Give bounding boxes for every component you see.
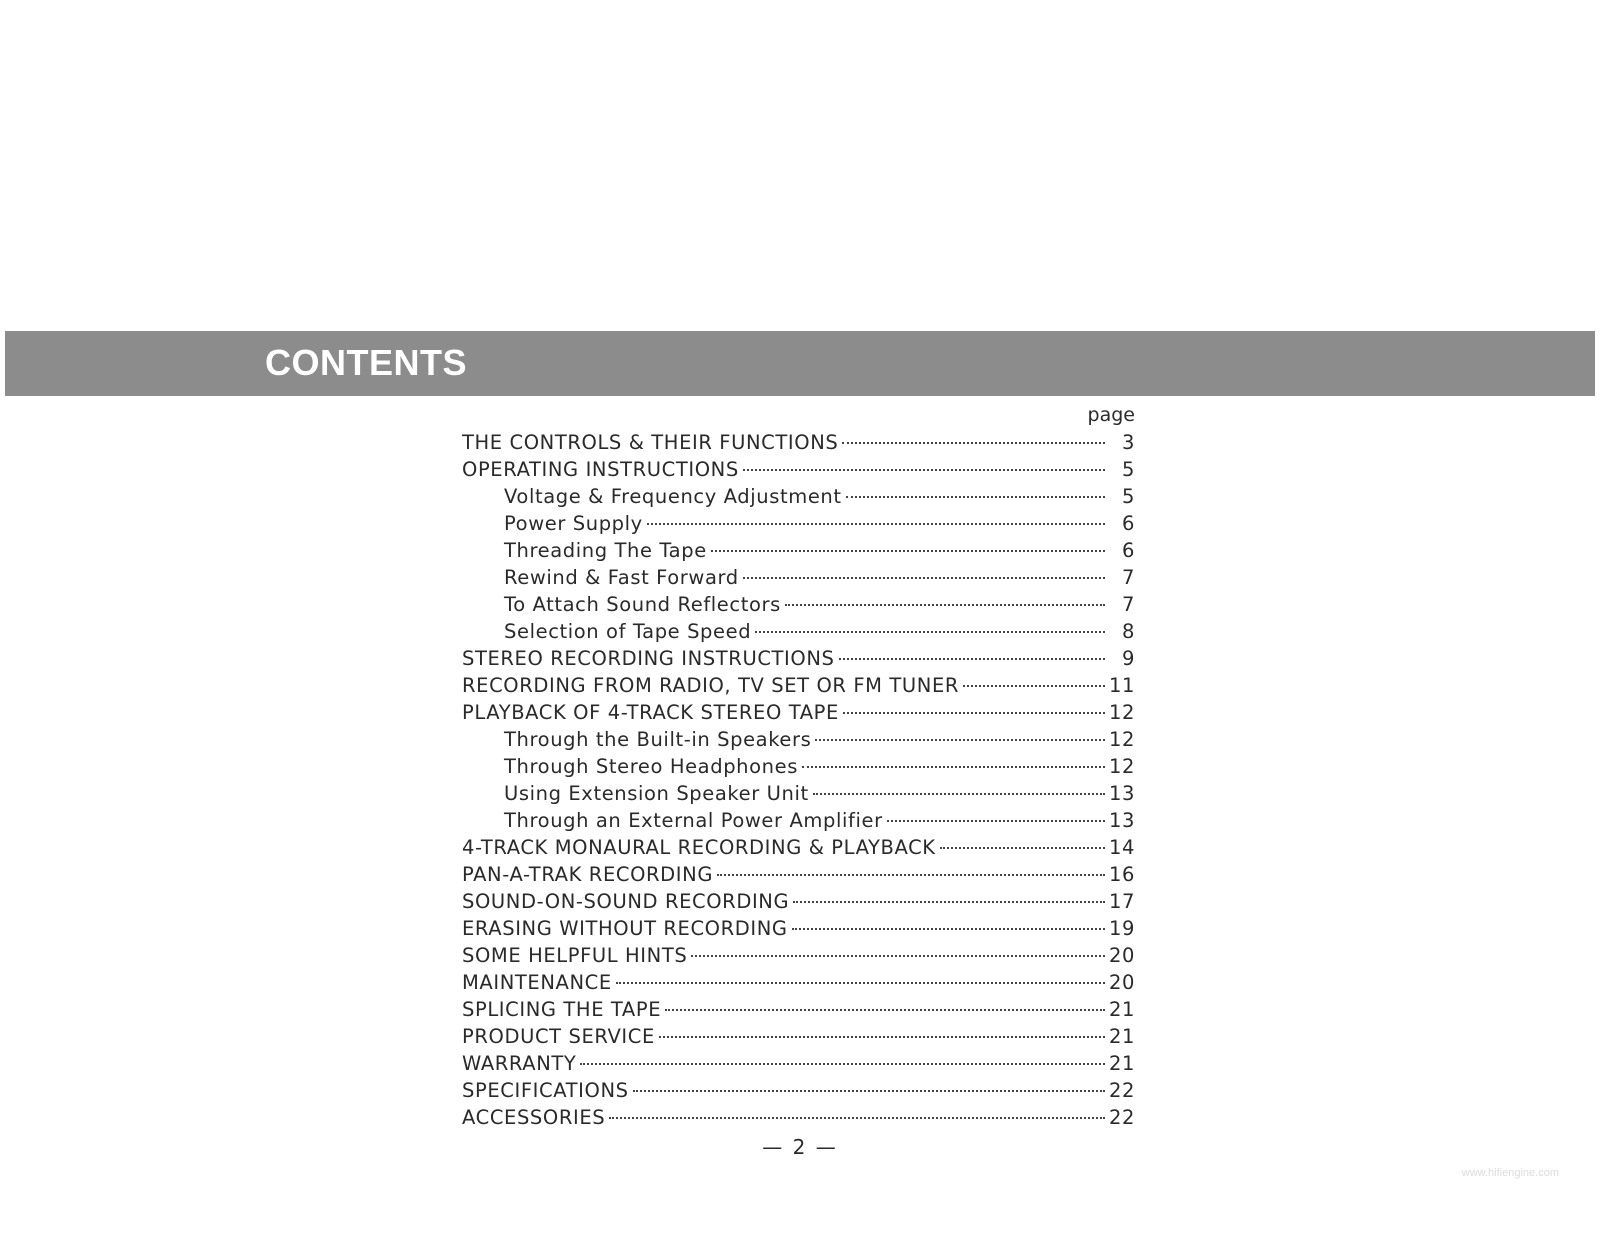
toc-entry-label: Selection of Tape Speed: [504, 620, 752, 643]
dot-leader: [842, 442, 1105, 444]
toc-entry-label: ERASING WITHOUT RECORDING: [462, 917, 788, 940]
toc-entry: [462, 996, 1135, 1023]
toc-subentry: [462, 591, 1135, 618]
toc-entry-label: SPLICING THE TAPE: [462, 998, 662, 1021]
toc-entry-page: 12: [1108, 728, 1135, 751]
dot-leader: [963, 685, 1105, 687]
toc-entry-page: 7: [1121, 566, 1135, 589]
toc-entry-label: SOUND-ON-SOUND RECORDING: [462, 890, 790, 913]
toc-entry-page: 6: [1121, 539, 1135, 562]
toc-entry-page: 3: [1121, 431, 1135, 454]
toc-entry-label: Through an External Power Amplifier: [504, 809, 883, 832]
toc-entry-page: 14: [1108, 836, 1135, 859]
dot-leader: [940, 847, 1105, 849]
toc-entry-page: 17: [1108, 890, 1135, 913]
toc-entry: [462, 888, 1135, 915]
toc-entry-page: 20: [1108, 944, 1135, 967]
dot-leader: [802, 766, 1105, 768]
toc-entry-page: 12: [1108, 701, 1135, 724]
toc-subentry: [462, 483, 1135, 510]
toc-entry: [462, 942, 1135, 969]
toc-entry-label: STEREO RECORDING INSTRUCTIONS: [462, 647, 835, 670]
toc-entry-label: Rewind & Fast Forward: [504, 566, 739, 589]
dot-leader: [815, 739, 1105, 741]
dot-leader: [609, 1117, 1105, 1119]
toc-entry-label: Through the Built-in Speakers: [504, 728, 812, 751]
toc-entry-page: 21: [1108, 1025, 1135, 1048]
toc-entry: [462, 1077, 1135, 1104]
toc-entry: [462, 834, 1135, 861]
toc-entry-page: 19: [1108, 917, 1135, 940]
dot-leader: [793, 901, 1105, 903]
toc-entry-page: 8: [1121, 620, 1135, 643]
toc-entry-label: ACCESSORIES: [462, 1106, 606, 1129]
toc-entry-label: Power Supply: [504, 512, 643, 535]
dot-leader: [743, 469, 1105, 471]
toc-subentry: [462, 510, 1135, 537]
page-title: CONTENTS: [265, 342, 467, 383]
toc-entry-page: 11: [1108, 674, 1135, 697]
dot-leader: [717, 874, 1105, 876]
toc-entry-label: PLAYBACK OF 4-TRACK STEREO TAPE: [462, 701, 839, 724]
toc-entry: [462, 1104, 1135, 1131]
toc-entry-label: PRODUCT SERVICE: [462, 1025, 655, 1048]
toc-entry-page: 9: [1121, 647, 1135, 670]
toc-entry-page: 13: [1108, 809, 1135, 832]
dot-leader: [691, 955, 1105, 957]
toc-entry: [462, 1050, 1135, 1077]
toc-entry-page: 7: [1121, 593, 1135, 616]
dot-leader: [887, 820, 1105, 822]
toc-subentry: [462, 780, 1135, 807]
dot-leader: [813, 793, 1105, 795]
dot-leader: [743, 577, 1105, 579]
toc-entry-page: 22: [1108, 1079, 1135, 1102]
toc-entry: [462, 645, 1135, 672]
toc-subentry: [462, 807, 1135, 834]
toc-entry-label: OPERATING INSTRUCTIONS: [462, 458, 739, 481]
toc-entry-page: 20: [1108, 971, 1135, 994]
dot-leader: [843, 712, 1105, 714]
toc-entry-page: 16: [1108, 863, 1135, 886]
toc-entry-label: Using Extension Speaker Unit: [504, 782, 809, 805]
toc-entry: [462, 456, 1135, 483]
dot-leader: [839, 658, 1105, 660]
dot-leader: [755, 631, 1105, 633]
toc-entry-label: Voltage & Frequency Adjustment: [504, 485, 842, 508]
toc-entry-page: 5: [1121, 485, 1135, 508]
toc-entry: [462, 915, 1135, 942]
dot-leader: [580, 1063, 1105, 1065]
toc-entry-label: PAN-A-TRAK RECORDING: [462, 863, 714, 886]
dot-leader: [785, 604, 1105, 606]
toc-entry: [462, 1023, 1135, 1050]
toc-entry-label: Threading The Tape: [504, 539, 707, 562]
toc-entry-page: 22: [1108, 1106, 1135, 1129]
watermark: www.hifiengine.com: [1461, 1167, 1559, 1179]
toc-entry-label: Through Stereo Headphones: [504, 755, 798, 778]
contents-banner: [5, 331, 1595, 396]
toc-entry-page: 12: [1108, 755, 1135, 778]
dot-leader: [711, 550, 1105, 552]
toc-entry-label: SPECIFICATIONS: [462, 1079, 629, 1102]
toc-entry: [462, 429, 1135, 456]
toc-entry-label: WARRANTY: [462, 1052, 577, 1075]
toc-subentry: [462, 753, 1135, 780]
toc-entry: [462, 672, 1135, 699]
toc-subentry: [462, 618, 1135, 645]
toc-entry-list: [462, 429, 1135, 1131]
toc-subentry: [462, 726, 1135, 753]
toc-subentry: [462, 564, 1135, 591]
dot-leader: [659, 1036, 1105, 1038]
toc-entry: [462, 699, 1135, 726]
toc-entry-page: 21: [1108, 1052, 1135, 1075]
dot-leader: [846, 496, 1105, 498]
toc-entry-label: RECORDING FROM RADIO, TV SET OR FM TUNER: [462, 674, 960, 697]
toc-entry-label: 4-TRACK MONAURAL RECORDING & PLAYBACK: [462, 836, 936, 859]
toc-entry-page: 13: [1108, 782, 1135, 805]
toc-entry-page: 21: [1108, 998, 1135, 1021]
dot-leader: [633, 1090, 1105, 1092]
page-number: — 2 —: [762, 1135, 838, 1159]
toc-entry-label: MAINTENANCE: [462, 971, 612, 994]
dot-leader: [647, 523, 1105, 525]
toc-entry-label: SOME HELPFUL HINTS: [462, 944, 688, 967]
dot-leader: [616, 982, 1105, 984]
toc-subentry: [462, 537, 1135, 564]
toc-entry-page: 5: [1121, 458, 1135, 481]
toc-entry-label: THE CONTROLS & THEIR FUNCTIONS: [462, 431, 839, 454]
toc-entry-label: To Attach Sound Reflectors: [504, 593, 781, 616]
dot-leader: [792, 928, 1105, 930]
dot-leader: [665, 1009, 1105, 1011]
toc-entry-page: 6: [1121, 512, 1135, 535]
toc-entry: [462, 969, 1135, 996]
page-column-header: page: [1087, 404, 1135, 426]
toc-entry: [462, 861, 1135, 888]
